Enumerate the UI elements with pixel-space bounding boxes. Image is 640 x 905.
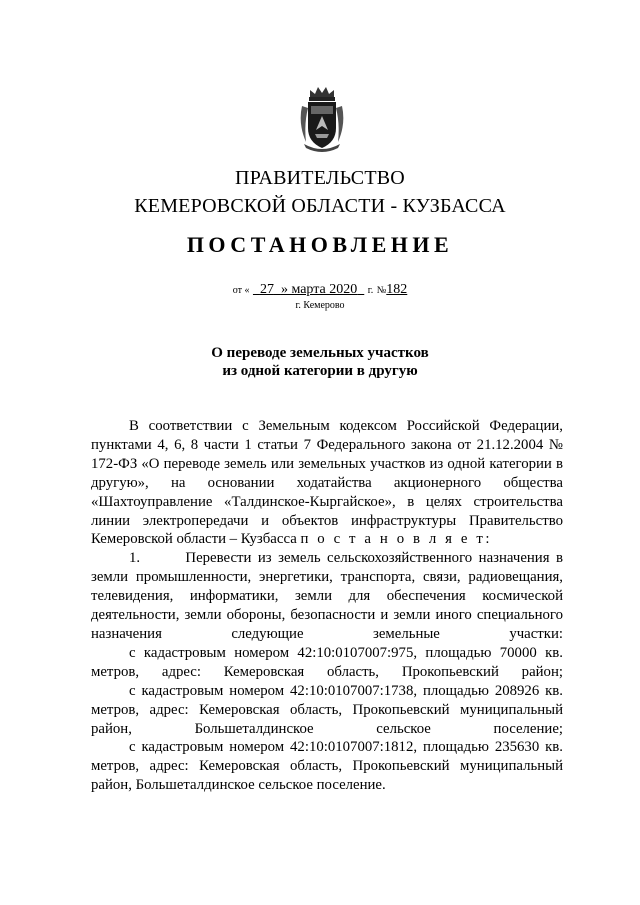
- date-month-year: » марта 2020: [280, 282, 358, 297]
- date-number-line: [0, 282, 640, 298]
- document-type-title: ПОСТАНОВЛЕНИЕ: [186, 232, 454, 257]
- date-year-suffix: г.: [367, 285, 374, 296]
- number-label: №: [376, 285, 387, 296]
- subject-line1: О переводе земельных участков: [211, 345, 429, 361]
- item-1-paragraph: 1. Перевести из земель сельскохозяйственного назначения в земли промышленности, энергетики, транспорта, связи, радиовещания, телевидения, информатики, земли для обеспечения космической деятельности, земли обороны, безопасности и земли иного специального назначения следующие земельные участки:: [91, 550, 563, 642]
- subject-line2: из одной категории в другую: [222, 363, 418, 379]
- coat-of-arms-emblem: [296, 84, 348, 154]
- government-name-line1: ПРАВИТЕЛЬСТВО: [235, 167, 405, 189]
- plot-2-paragraph: с кадастровым номером 42:10:0107007:1738, площадью 208926 кв. метров, адрес: Кемеровская область, Прокопьевский муниципальный район, Большеталдинское сельское поселение;: [91, 682, 563, 737]
- preamble-paragraph: В соответствии с Земельным кодексом Российской Федерации, пунктами 4, 6, 8 части 1 статьи 7 Федерального закона от 21.12.2004 № 172-ФЗ «О переводе земель или земельных участков из одной категории в другую», на основании ходатайства акционерного общества «Шахтоуправление «Талдинское-Кыргайское», в целях строительства линии электропередачи и объектов инфраструктуры Правительство Кемеровской области – Кузбасса п о с т а н о в л я е т:: [91, 418, 563, 548]
- plot-1-paragraph: с кадастровым номером 42:10:0107007:975, площадью 70000 кв. метров, адрес: Кемеровская область, Прокопьевский район;: [91, 644, 563, 680]
- plot-3-paragraph: с кадастровым номером 42:10:0107007:1812, площадью 235630 кв. метров, адрес: Кемеровская область, Прокопьевский муниципальный район, Большеталдинское сельское поселение.: [91, 739, 563, 794]
- document-subject: [0, 344, 640, 380]
- document-body: [91, 417, 563, 795]
- government-name-line2: КЕМЕРОВСКОЙ ОБЛАСТИ - КУЗБАССА: [134, 195, 506, 217]
- date-prefix: от «: [232, 285, 250, 296]
- city-label: г. Кемерово: [295, 300, 345, 311]
- document-number: 182: [386, 282, 408, 297]
- resolves-word: п о с т а н о в л я е т:: [300, 531, 493, 548]
- date-day: 27: [259, 282, 274, 297]
